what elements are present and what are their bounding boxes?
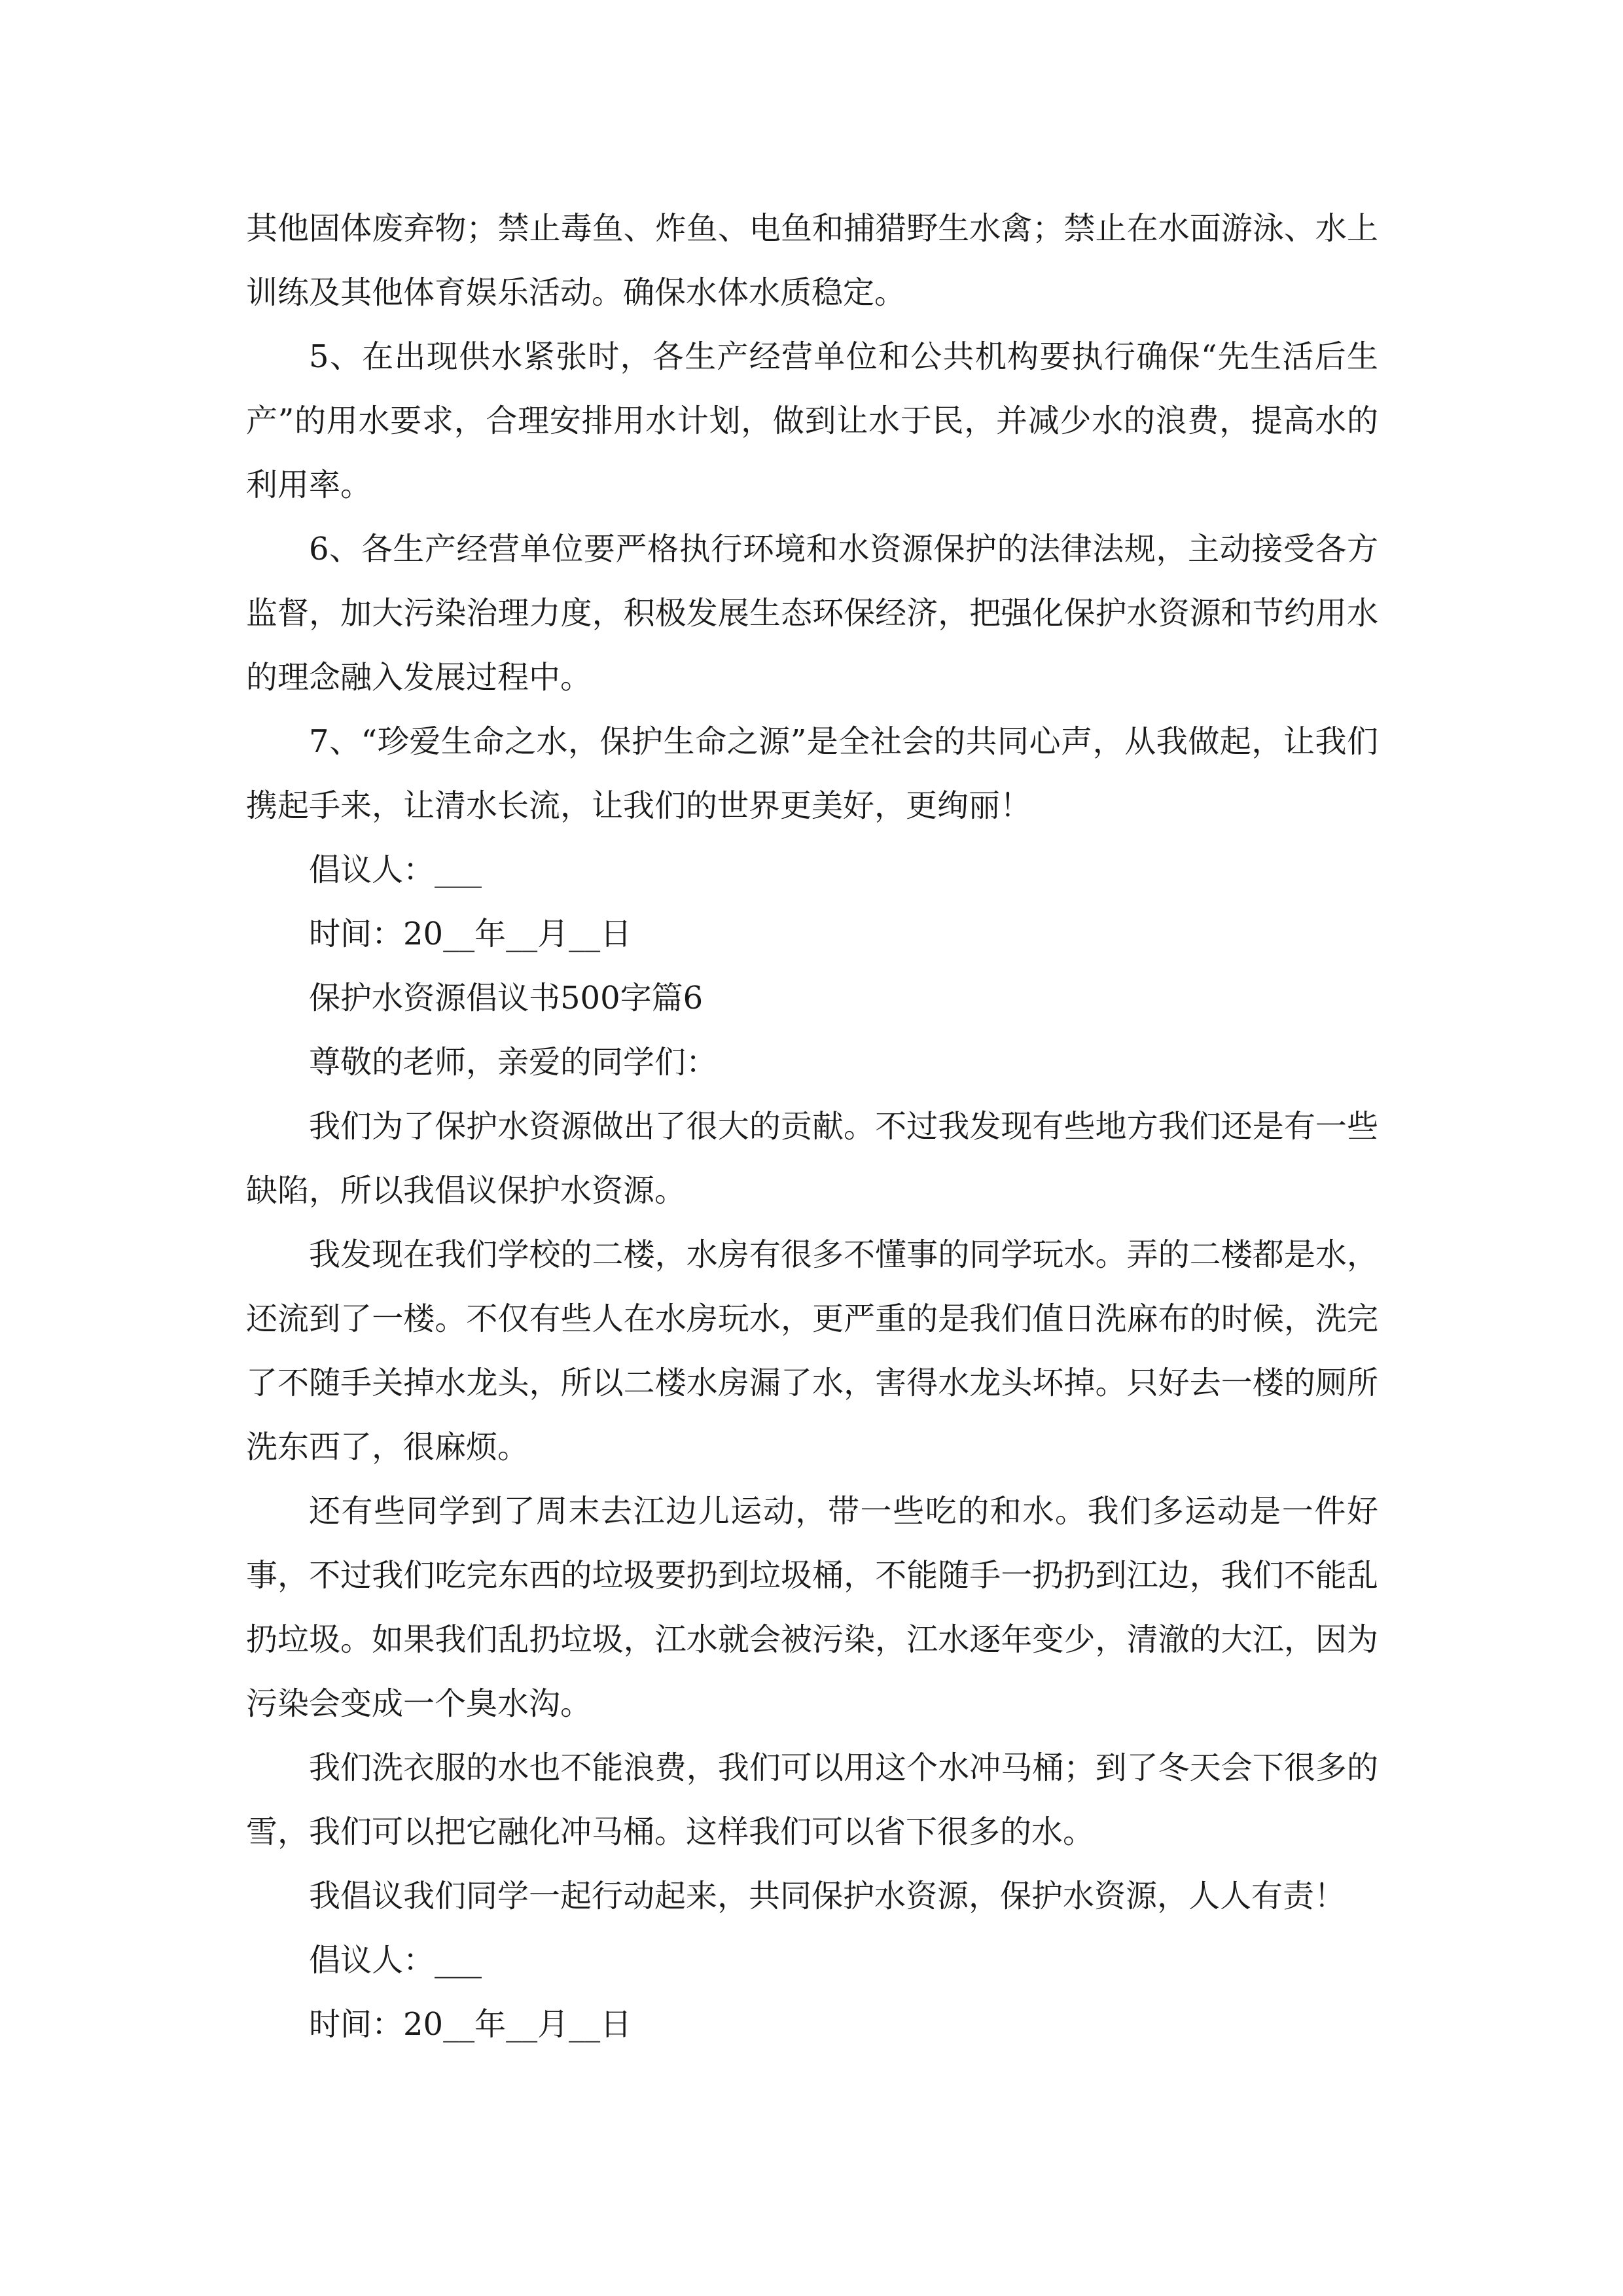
- paragraph-item-5: 5、在出现供水紧张时，各生产经营单位和公共机构要执行确保“先生活后生产”的用水要求，合理安排用水计划，做到让水于民，并减少水的浪费，提高水的利用率。: [246, 338, 1378, 503]
- paragraph: 我发现在我们学校的二楼，水房有很多不懂事的同学玩水。弄的二楼都是水，还流到了一楼。不仅有些人在水房玩水，更严重的是我们值日洗麻布的时候，洗完了不随手关掉水龙头，所以二楼水房漏了水，害得水龙头坏掉。只好去一楼的厕所洗东西了，很麻烦。: [246, 1236, 1378, 1465]
- date-line: 时间：20__年__月__日: [309, 916, 632, 952]
- paragraph: 还有些同学到了周末去江边儿运动，带一些吃的和水。我们多运动是一件好事，不过我们吃完东西的垃圾要扔到垃圾桶，不能随手一扔扔到江边，我们不能乱扔垃圾。如果我们乱扔垃圾，江水就会被污染，江水逐年变少，清澈的大江，因为污染会变成一个臭水沟。: [246, 1493, 1378, 1722]
- paragraph-item-6: 6、各生产经营单位要严格执行环境和水资源保护的法律法规，主动接受各方监督，加大污染治理力度，积极发展生态环保经济，把强化保护水资源和节约用水的理念融入发展过程中。: [246, 531, 1378, 696]
- initiator-line: 倡议人：___: [309, 1942, 482, 1979]
- document-body: [246, 196, 1378, 2056]
- paragraph-continued: 其他固体废弃物；禁止毒鱼、炸鱼、电鱼和捕猎野生水禽；禁止在水面游泳、水上训练及其他体育娱乐活动。确保水体水质稳定。: [246, 210, 1378, 311]
- paragraph: 我倡议我们同学一起行动起来，共同保护水资源，保护水资源，人人有责！: [309, 1878, 1346, 1914]
- initiator-line: 倡议人：___: [309, 852, 482, 888]
- paragraph: 我们洗衣服的水也不能浪费，我们可以用这个水冲马桶；到了冬天会下很多的雪，我们可以把它融化冲马桶。这样我们可以省下很多的水。: [246, 1749, 1378, 1850]
- section-title: 保护水资源倡议书500字篇6: [309, 980, 704, 1016]
- date-line: 时间：20__年__月__日: [309, 2006, 632, 2043]
- paragraph-item-7: 7、“珍爱生命之水，保护生命之源”是全社会的共同心声，从我做起，让我们携起手来，让清水长流，让我们的世界更美好，更绚丽！: [246, 723, 1378, 824]
- greeting: 尊敬的老师，亲爱的同学们：: [309, 1044, 718, 1081]
- paragraph: 我们为了保护水资源做出了很大的贡献。不过我发现有些地方我们还是有一些缺陷，所以我倡议保护水资源。: [246, 1108, 1378, 1209]
